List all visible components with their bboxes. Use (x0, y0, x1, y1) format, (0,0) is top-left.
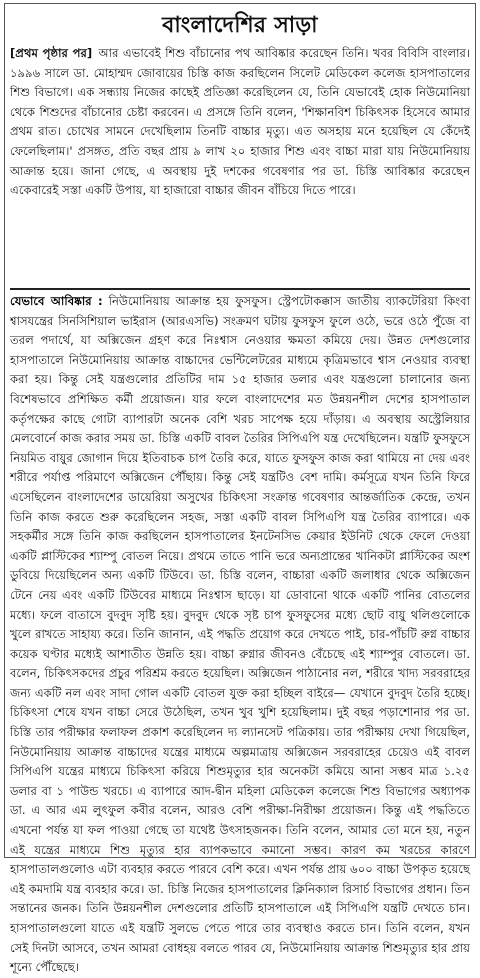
headline: বাংলাদেশির সাড়া (162, 12, 318, 38)
paragraph-intro-text: আর এভাবেই শিশু বাঁচানোর পথ আবিষ্কার করেছেন তিনি। খবর বিবিসি বাংলার। ১৯৯৬ সালে ডা. মোহাম্মদ জোবায়ের চিস্তি কাজ করছিলেন সিলেট মেডিকেল কলেজ হাসপাতালের শিশু বিভাগে। এক সন্ধ্যায় নিজের কাছেই প্রতিজ্ঞা করেছিলেন যে, তিনি যেভাবেই হোক নিউমোনিয়া থেকে শিশুদের বাঁচানোর চেষ্টা করবেন। এ প্রসঙ্গে তিনি বলেন, 'শিক্ষানবিশ চিকিৎসক হিসেবে আমার প্রথম রাত। চোখের সামনে দেখেছিলাম তিনটি বাচ্চার মৃত্যু। এত অসহায় মনে হয়েছিল যে কেঁদেই ফেলেছিলাম।' প্রসঙ্গত, প্রতি বছর প্রায় ৯ লাখ ২০ হাজার শিশু এবং বাচ্চা মারা যায় নিউমোনিয়ায় আক্রান্ত হয়ে। জানা গেছে, এ অবস্থায় দুই দশকের গবেষণার পর ডা. চিস্তি আবিষ্কার করেছেন একেবারেই সস্তা একটি উপায়, যা হাজারো বাচ্চার জীবন বাঁচিয়ে দিতে পারে। (10, 46, 470, 198)
continuation-marker: [প্রথম পৃষ্ঠার পর] (10, 46, 93, 60)
section-subheading: যেভাবে আবিষ্কার : (10, 294, 103, 308)
paragraph-intro (10, 44, 470, 288)
news-clipping (4, 3, 476, 975)
paragraph-invention (10, 288, 471, 975)
paragraph-invention-text: নিউমোনিয়ায় আক্রান্ত হয় ফুসফুস। স্ট্রেপটোকক্কাস জাতীয় ব্যাকটেরিয়া কিংবা শ্বাসযন্ত্রের সিনসিশিয়াল ভাইরাস (আরএসভি) সংক্রমণ ঘটায় ফুসফুস ফুলে ওঠে, ভরে ওঠে পুঁজে বা তরল পদার্থে, যা অক্সিজেন গ্রহণ করে নিঃশ্বাস নেওয়ার ক্ষমতা কমিয়ে দেয়। উন্নত দেশগুলোর হাসপাতালে নিউমোনিয়ায় আক্রান্ত বাচ্চাদের ভেন্টিলেটরের মাধ্যমে কৃত্রিমভাবে শ্বাস নেওয়ার ব্যবস্থা করা হয়। কিন্তু সেই যন্ত্রগুলোর প্রতিটির দাম ১৫ হাজার ডলার এবং যন্ত্রগুলো চালানোর জন্য বিশেষভাবে প্রশিক্ষিত কর্মী প্রয়োজন। যার ফলে বাংলাদেশের মত উন্নয়নশীল দেশের হাসপাতাল কর্তৃপক্ষের কাছে গোটা ব্যাপারটা অনেক বেশি খরচ সাপেক্ষ হয়ে দাঁড়ায়। এ অবস্থায় অস্ট্রেলিয়ার মেলবোর্নে কাজ করার সময় ডা. চিস্তি একটি বাবল তৈরির সিপিএপি যন্ত্র দেখেছিলেন। যন্ত্রটি ফুসফুসে নিয়মিত বায়ুর জোগান দিয়ে ইতিবাচক চাপ তৈরি করে, যাতে ফুসফুস কাজ করা থামিয়ে না দেয় এবং শরীরে পর্যাপ্ত পরিমাণে অক্সিজেন পৌঁছায়। কিন্তু সেই যন্ত্রটিও বেশ দামি। কর্মসূত্রে যখন তিনি ফিরে এসেছিলেন বাংলাদেশের ডায়েরিয়া অসুখের চিকিৎসা সংক্রান্ত গবেষণার আন্তর্জাতিক কেন্দ্রে, তখন তিনি কাজ করতে শুরু করেছিলেন সহজ, সস্তা একটি বাবল সিপিএপি যন্ত্র তৈরির ব্যাপারে। এক সহকর্মীর সঙ্গে তিনি কাজ করছিলেন হাসপাতালের ইনটেনসিভ কেয়ার ইউনিট থেকে ফেলে দেওয়া একটি প্লাস্টিকের শ্যাম্পু বোতল নিয়ে। প্রথমে তাতে পানি ভরে অন্যপ্রান্তের খানিকটা প্লাস্টিকের অংশ ডুবিয়ে দিয়েছিলেন অন্য একটি টিউবে। ডা. চিস্তি বলেন, বাচ্চারা একটি জলাধার থেকে অক্সিজেন টেনে নেয় এবং একটি টিউবের মাধ্যমে নিঃশ্বাস ছাড়ে। যা ডোবানো থাকে একটি পানির বোতলের মধ্যে। ফলে বাতাসে বুদবুদ সৃষ্টি হয়। বুদবুদ থেকে সৃষ্ট চাপ ফুসফুসের মধ্যে ছোট বায়ু থলিগুলোকে খুলে রাখতে সাহায্য করে। তিনি জানান, এই পদ্ধতি প্রয়োগ করে দেখতে পাই, চার-পাঁচটি রুগ্ন বাচ্চার কয়েক ঘণ্টার মধ্যেই আশাতীত উন্নতি হয়। বাচ্চা রুগ্নার জীবনও বেঁচেছে এই শ্যাম্পুর বোতলে। ডা. বলেন, চিকিৎসকদের প্রচুর পরিশ্রম করতে হয়েছিল। অক্সিজেন পাঠানোর নল, শরীরে খাদ্য সরবরাহের জন্য একটি নল এবং সাদা গোল একটি বোতল যুক্ত করা হচ্ছিল বাইরে— যেখানে বুদবুদ তৈরি হচ্ছে। চিকিৎসা শেষে যখন বাচ্চা সেরে উঠেছিল, তখন খুব খুশি হয়েছিলাম। দুই বছর পড়াশোনার পর ডা. চিস্তি তার পরীক্ষার ফলাফল প্রকাশ করেছিলেন দ্য ল্যানসেট পত্রিকায়। তার পরীক্ষায় দেখা গিয়েছিল, নিউমোনিয়ায় আক্রান্ত বাচ্চাদের যন্ত্রের মাধ্যমে অল্পমাত্রায় অক্সিজেন সরবরাহের চেয়েও এই বাবল সিপিএপি যন্ত্রের মাধ্যমে চিকিৎসা করিয়ে শিশুমৃত্যুর হার অনেকটা কমিয়ে আনা সম্ভব মাত্র ১.২৫ ডলার বা ১ পাউন্ড খরচে। এ ব্যাপারে আদ-দ্বীন মহিলা মেডিকেল কলেজে শিশু বিভাগের অধ্যাপক ডা. এ আর এম লুৎফুল কবীর বলেন, আরও বেশি পরীক্ষা-নিরীক্ষা প্রয়োজন। কিন্তু এই পদ্ধতিতে এখনো পর্যন্ত যা ফল পাওয়া গেছে তা যথেষ্ট উৎসাহজনক। তিনি বলেন, আমার তো মনে হয়, নতুন এই যন্ত্রের মাধ্যমে শিশু মৃত্যুর হার ব্যাপকভাবে কমানো সম্ভব। কারণ কম খরচের কারণে হাসপাতালগুলোও এটা ব্যবহার করতে পারবে বেশি করে। এখন পর্যন্ত প্রায় ৬০০ বাচ্চা উপকৃত হয়েছে এই কমদামি যন্ত্র ব্যবহার করে। ডা. চিস্তি নিজের হাসপাতালের ক্লিনিক্যাল রিসার্চ বিভাগের প্রধান। তিন সন্তানের জনক। তিনি উন্নয়নশীল দেশগুলোর প্রতিটি হাসপাতালে এই সিপিএপি যন্ত্রটি দেখতে চান। হাসপাতালগুলো যাতে এই যন্ত্রটি সুলভে পেতে পারে তার ব্যবস্থাও করতে চান। তিনি বলেন, যখন সেই দিনটা আসবে, তখন আমরা বোধহয় বলতে পারব যে, নিউমোনিয়ায় আক্রান্ত শিশুমৃত্যুর হার প্রায় শূন্যে পৌঁছেছে। (10, 294, 471, 975)
